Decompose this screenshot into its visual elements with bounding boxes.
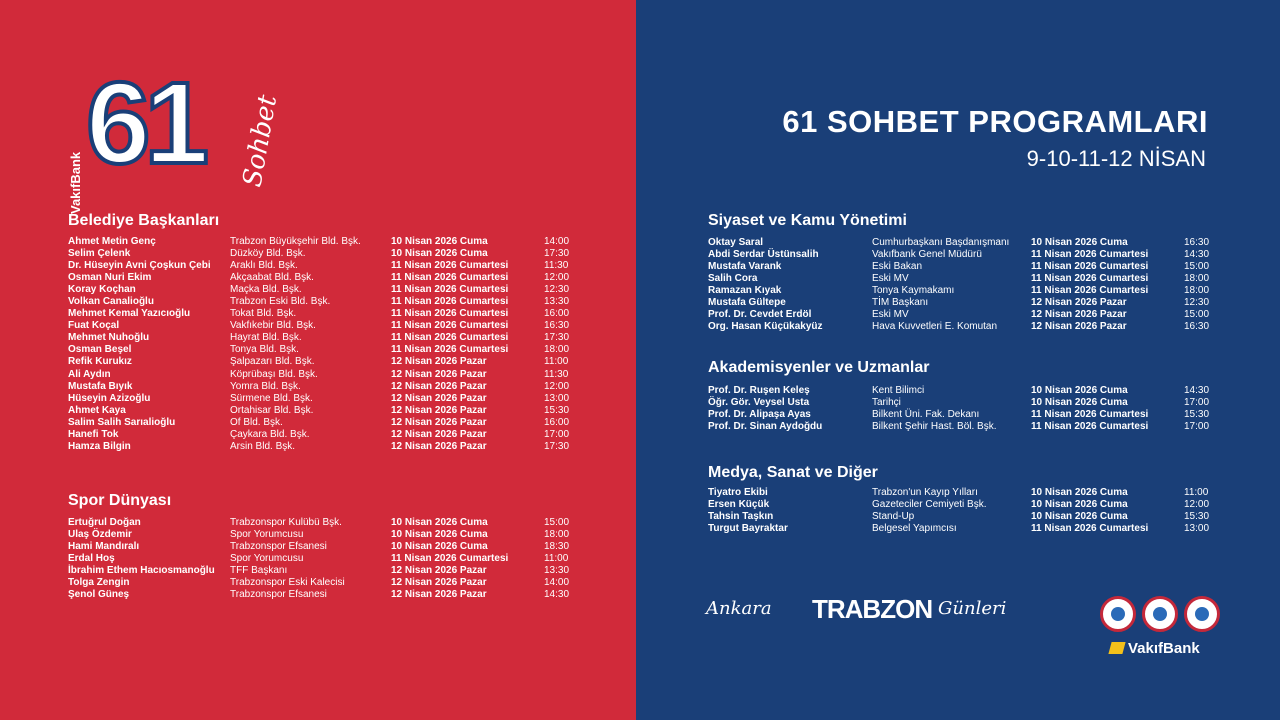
guest-name: Abdi Serdar Üstünsalih [708,249,819,261]
program-time: 17:00 [1184,421,1210,433]
guest-name: Selim Çelenk [68,248,131,260]
program-time: 18:00 [1184,285,1210,297]
guest-role: Trabzonspor Kulübü Bşk. [230,517,342,528]
program-date: 12 Nisan 2026 Pazar [1031,297,1127,309]
program-date: 12 Nisan 2026 Pazar [391,440,487,452]
guest-name: Mustafa Bıyık [68,380,133,392]
guest-role: Trabzonspor Eski Kalecisi [230,577,345,589]
guest-name: Öğr. Gör. Veysel Usta [708,397,810,409]
program-date: 11 Nisan 2026 Cumartesi [1031,523,1149,535]
guest-role: Cumhurbaşkanı Başdanışmanı [872,237,1010,248]
guest-role: Trabzonspor Efsanesi [230,541,327,553]
program-time: 14:30 [544,589,570,601]
guest-role: Stand-Up [872,511,915,523]
event-logo [64,58,284,214]
guest-name: Hüseyin Azizoğlu [68,392,151,404]
guest-role: Maçka Bld. Bşk. [230,284,302,296]
program-date: 11 Nisan 2026 Cumartesi [391,272,509,284]
guest-name: Prof. Dr. Alipaşa Ayas [708,409,811,421]
program-date: 10 Nisan 2026 Cuma [1031,237,1128,248]
program-time: 16:30 [1184,321,1210,333]
page-title: 61 SOHBET PROGRAMLARI [782,104,1208,139]
guest-role: Trabzon'un Kayıp Yılları [872,487,978,498]
page-dates: 9-10-11-12 NİSAN [1026,146,1206,171]
program-time: 15:00 [1184,309,1210,321]
trabzon-text: TRABZON [812,594,933,624]
program-time: 12:30 [544,284,570,296]
guest-role: Bilkent Şehir Hast. Böl. Bşk. [872,421,997,433]
guest-role: Araklı Bld. Bşk. [230,260,298,272]
program-date: 11 Nisan 2026 Cumartesi [1031,421,1149,433]
program-date: 11 Nisan 2026 Cumartesi [1031,273,1149,285]
program-time: 17:30 [544,248,570,260]
guest-role: Tarihçi [872,397,901,409]
program-time: 11:00 [544,553,569,565]
guest-role: Vakfıkebir Bld. Bşk. [230,320,316,332]
guest-name: Salih Cora [708,273,758,285]
program-date: 10 Nisan 2026 Cuma [1031,397,1128,409]
program-date: 10 Nisan 2026 Cuma [391,541,488,553]
guest-role: Düzköy Bld. Bşk. [230,248,306,260]
program-date: 10 Nisan 2026 Cuma [1031,385,1128,396]
program-date: 10 Nisan 2026 Cuma [391,517,488,528]
program-time: 15:00 [544,517,570,528]
program-date: 12 Nisan 2026 Pazar [1031,309,1127,321]
program-time: 11:30 [544,260,569,272]
guest-name: Dr. Hüseyin Avni Çoşkun Çebi [68,260,211,272]
guest-name: Koray Koçhan [68,284,136,296]
guest-name: Volkan Canalioğlu [68,296,154,308]
guest-name: Oktay Saral [708,237,764,248]
guest-name: Mehmet Nuhoğlu [68,332,150,344]
program-date: 12 Nisan 2026 Pazar [391,428,487,440]
program-date: 12 Nisan 2026 Pazar [391,368,487,380]
program-time: 18:00 [544,344,570,356]
guest-role: Of Bld. Bşk. [230,416,283,428]
guest-name: Salim Salih Sarıalioğlu [68,416,176,428]
program-time: 15:00 [1184,261,1210,273]
association-seal-icon [1184,596,1220,632]
guest-role: Akçaabat Bld. Bşk. [230,272,314,284]
guest-role: Köprübaşı Bld. Bşk. [230,368,318,380]
section-title-akademi: Akademisyenler ve Uzmanlar [708,359,930,376]
guest-name: Tolga Zengin [68,577,130,589]
program-time: 16:30 [544,320,570,332]
program-time: 17:00 [1184,397,1210,409]
program-time: 12:00 [544,272,570,284]
program-time: 16:30 [1184,237,1210,248]
program-time: 11:00 [544,356,569,368]
guest-name: Hami Mandıralı [68,541,140,553]
program-time: 17:00 [544,428,570,440]
program-time: 13:00 [544,392,570,404]
program-time: 14:30 [1184,385,1210,396]
guest-name: Ahmet Metin Genç [68,236,156,247]
program-time: 11:00 [1184,487,1209,498]
guest-name: Mehmet Kemal Yazıcıoğlu [68,308,191,320]
trabzon-seal-icon [1142,596,1178,632]
program-time: 15:30 [1184,511,1210,523]
ankara-text: Ankara [706,598,772,619]
program-date: 10 Nisan 2026 Cuma [391,529,488,541]
guest-name: Erdal Hoş [68,553,115,565]
guest-role: Belgesel Yapımcısı [872,523,957,535]
program-date: 12 Nisan 2026 Pazar [391,589,487,601]
guest-role: Yomra Bld. Bşk. [230,380,301,392]
guest-role: Spor Yorumcusu [230,553,304,565]
guest-role: Hayrat Bld. Bşk. [230,332,302,344]
guest-name: Şenol Güneş [68,589,130,601]
vakifbank-logo: VakıfBank [1110,640,1200,657]
guest-role: Tonya Kaymakamı [872,285,955,297]
section-title-medya: Medya, Sanat ve Diğer [708,464,878,481]
program-date: 11 Nisan 2026 Cumartesi [391,308,509,320]
guest-name: Prof. Dr. Cevdet Erdöl [708,309,812,321]
guest-role: Trabzonspor Efsanesi [230,589,327,601]
vakifbank-mark-icon [1108,642,1125,654]
program-date: 11 Nisan 2026 Cumartesi [1031,261,1149,273]
guest-name: Turgut Bayraktar [708,523,788,535]
guest-name: Prof. Dr. Ruşen Keleş [708,385,810,396]
guest-role: Tokat Bld. Bşk. [230,308,297,320]
guest-role: Sürmene Bld. Bşk. [230,392,313,404]
program-time: 16:00 [544,308,570,320]
program-date: 12 Nisan 2026 Pazar [391,404,487,416]
guest-name: Hamza Bilgin [68,440,131,452]
program-date: 11 Nisan 2026 Cumartesi [391,320,509,332]
program-date: 11 Nisan 2026 Cumartesi [391,344,509,356]
program-date: 11 Nisan 2026 Cumartesi [391,332,509,344]
program-time: 17:30 [544,440,570,452]
section-title-spor: Spor Dünyası [68,492,172,509]
program-time: 12:00 [544,380,570,392]
guest-role: Ortahisar Bld. Bşk. [230,404,314,416]
guest-name: Ahmet Kaya [68,404,126,416]
guest-role: Kent Bilimci [872,385,925,396]
guest-name: Prof. Dr. Sinan Aydoğdu [708,421,823,433]
guest-role: Eski MV [872,309,909,321]
guest-role: Spor Yorumcusu [230,529,304,541]
program-date: 11 Nisan 2026 Cumartesi [1031,285,1149,297]
program-time: 13:00 [1184,523,1210,535]
guest-role: Vakıfbank Genel Müdürü [872,249,982,261]
guest-name: Ersen Küçük [708,499,770,511]
program-date: 10 Nisan 2026 Cuma [1031,499,1128,511]
program-time: 12:00 [1184,499,1210,511]
program-date: 10 Nisan 2026 Cuma [1031,487,1128,498]
program-time: 18:00 [544,529,570,541]
gunleri-text: Günleri [938,598,1007,619]
guest-name: Ulaş Özdemir [68,529,132,541]
guest-role: Bilkent Üni. Fak. Dekanı [872,409,980,421]
guest-name: Hanefi Tok [68,428,119,440]
program-date: 12 Nisan 2026 Pazar [391,392,487,404]
section-title-siyaset: Siyaset ve Kamu Yönetimi [708,212,907,229]
guest-name: Tahsin Taşkın [708,511,774,523]
program-time: 12:30 [1184,297,1210,309]
guest-role: Eski Bakan [872,261,923,273]
program-date: 11 Nisan 2026 Cumartesi [391,260,509,272]
guest-role: TİM Başkanı [872,297,929,309]
program-date: 12 Nisan 2026 Pazar [391,416,487,428]
program-time: 11:30 [544,368,569,380]
guest-role: Hava Kuvvetleri E. Komutan [872,321,998,333]
program-date: 12 Nisan 2026 Pazar [391,380,487,392]
ankara-trabzon-gunleri-logo [706,592,1056,632]
program-time: 15:30 [544,404,570,416]
municipality-seal-icon [1100,596,1136,632]
guest-name: İbrahim Ethem Hacıosmanoğlu [68,565,215,577]
program-time: 17:30 [544,332,570,344]
guest-role: Gazeteciler Cemiyeti Bşk. [872,499,987,511]
program-time: 18:30 [544,541,570,553]
guest-role: TFF Başkanı [230,565,288,577]
guest-name: Osman Beşel [68,344,132,356]
guest-role: Eski MV [872,273,909,285]
guest-role: Şalpazarı Bld. Bşk. [230,356,315,368]
guest-role: Trabzon Büyükşehir Bld. Bşk. [230,236,361,247]
logo-word: Sohbet [237,92,284,190]
program-date: 10 Nisan 2026 Cuma [1031,511,1128,523]
program-date: 12 Nisan 2026 Pazar [391,356,487,368]
guest-name: Mustafa Gültepe [708,297,786,309]
logo-number: 61 [86,58,204,188]
guest-name: Org. Hasan Küçükakyüz [708,321,823,333]
guest-name: Ramazan Kıyak [708,285,782,297]
program-time: 16:00 [544,416,570,428]
program-date: 11 Nisan 2026 Cumartesi [391,284,509,296]
program-date: 12 Nisan 2026 Pazar [1031,321,1127,333]
guest-name: Ertuğrul Doğan [68,517,141,528]
guest-role: Arsin Bld. Bşk. [230,440,296,452]
guest-name: Mustafa Varank [708,261,782,273]
guest-role: Tonya Bld. Bşk. [230,344,299,356]
guest-name: Refik Kurukız [68,356,132,368]
program-time: 18:00 [1184,273,1210,285]
guest-name: Ali Aydın [68,368,111,380]
program-time: 13:30 [544,565,570,577]
guest-name: Tiyatro Ekibi [708,487,768,498]
guest-name: Osman Nuri Ekim [68,272,152,284]
program-date: 11 Nisan 2026 Cumartesi [1031,409,1149,421]
program-date: 11 Nisan 2026 Cumartesi [391,296,509,308]
program-date: 10 Nisan 2026 Cuma [391,236,488,247]
program-date: 10 Nisan 2026 Cuma [391,248,488,260]
vakifbank-vertical-logo: VakıfBank [68,151,83,214]
program-time: 15:30 [1184,409,1210,421]
guest-role: Trabzon Eski Bld. Bşk. [230,296,331,308]
program-date: 11 Nisan 2026 Cumartesi [391,553,509,565]
program-time: 13:30 [544,296,570,308]
program-time: 14:00 [544,236,570,247]
program-date: 11 Nisan 2026 Cumartesi [1031,249,1149,261]
program-date: 12 Nisan 2026 Pazar [391,577,487,589]
program-date: 12 Nisan 2026 Pazar [391,565,487,577]
guest-name: Fuat Koçal [68,320,120,332]
guest-role: Çaykara Bld. Bşk. [230,428,310,440]
program-time: 14:00 [544,577,570,589]
program-time: 14:30 [1184,249,1210,261]
section-title-belediye: Belediye Başkanları [68,212,220,229]
